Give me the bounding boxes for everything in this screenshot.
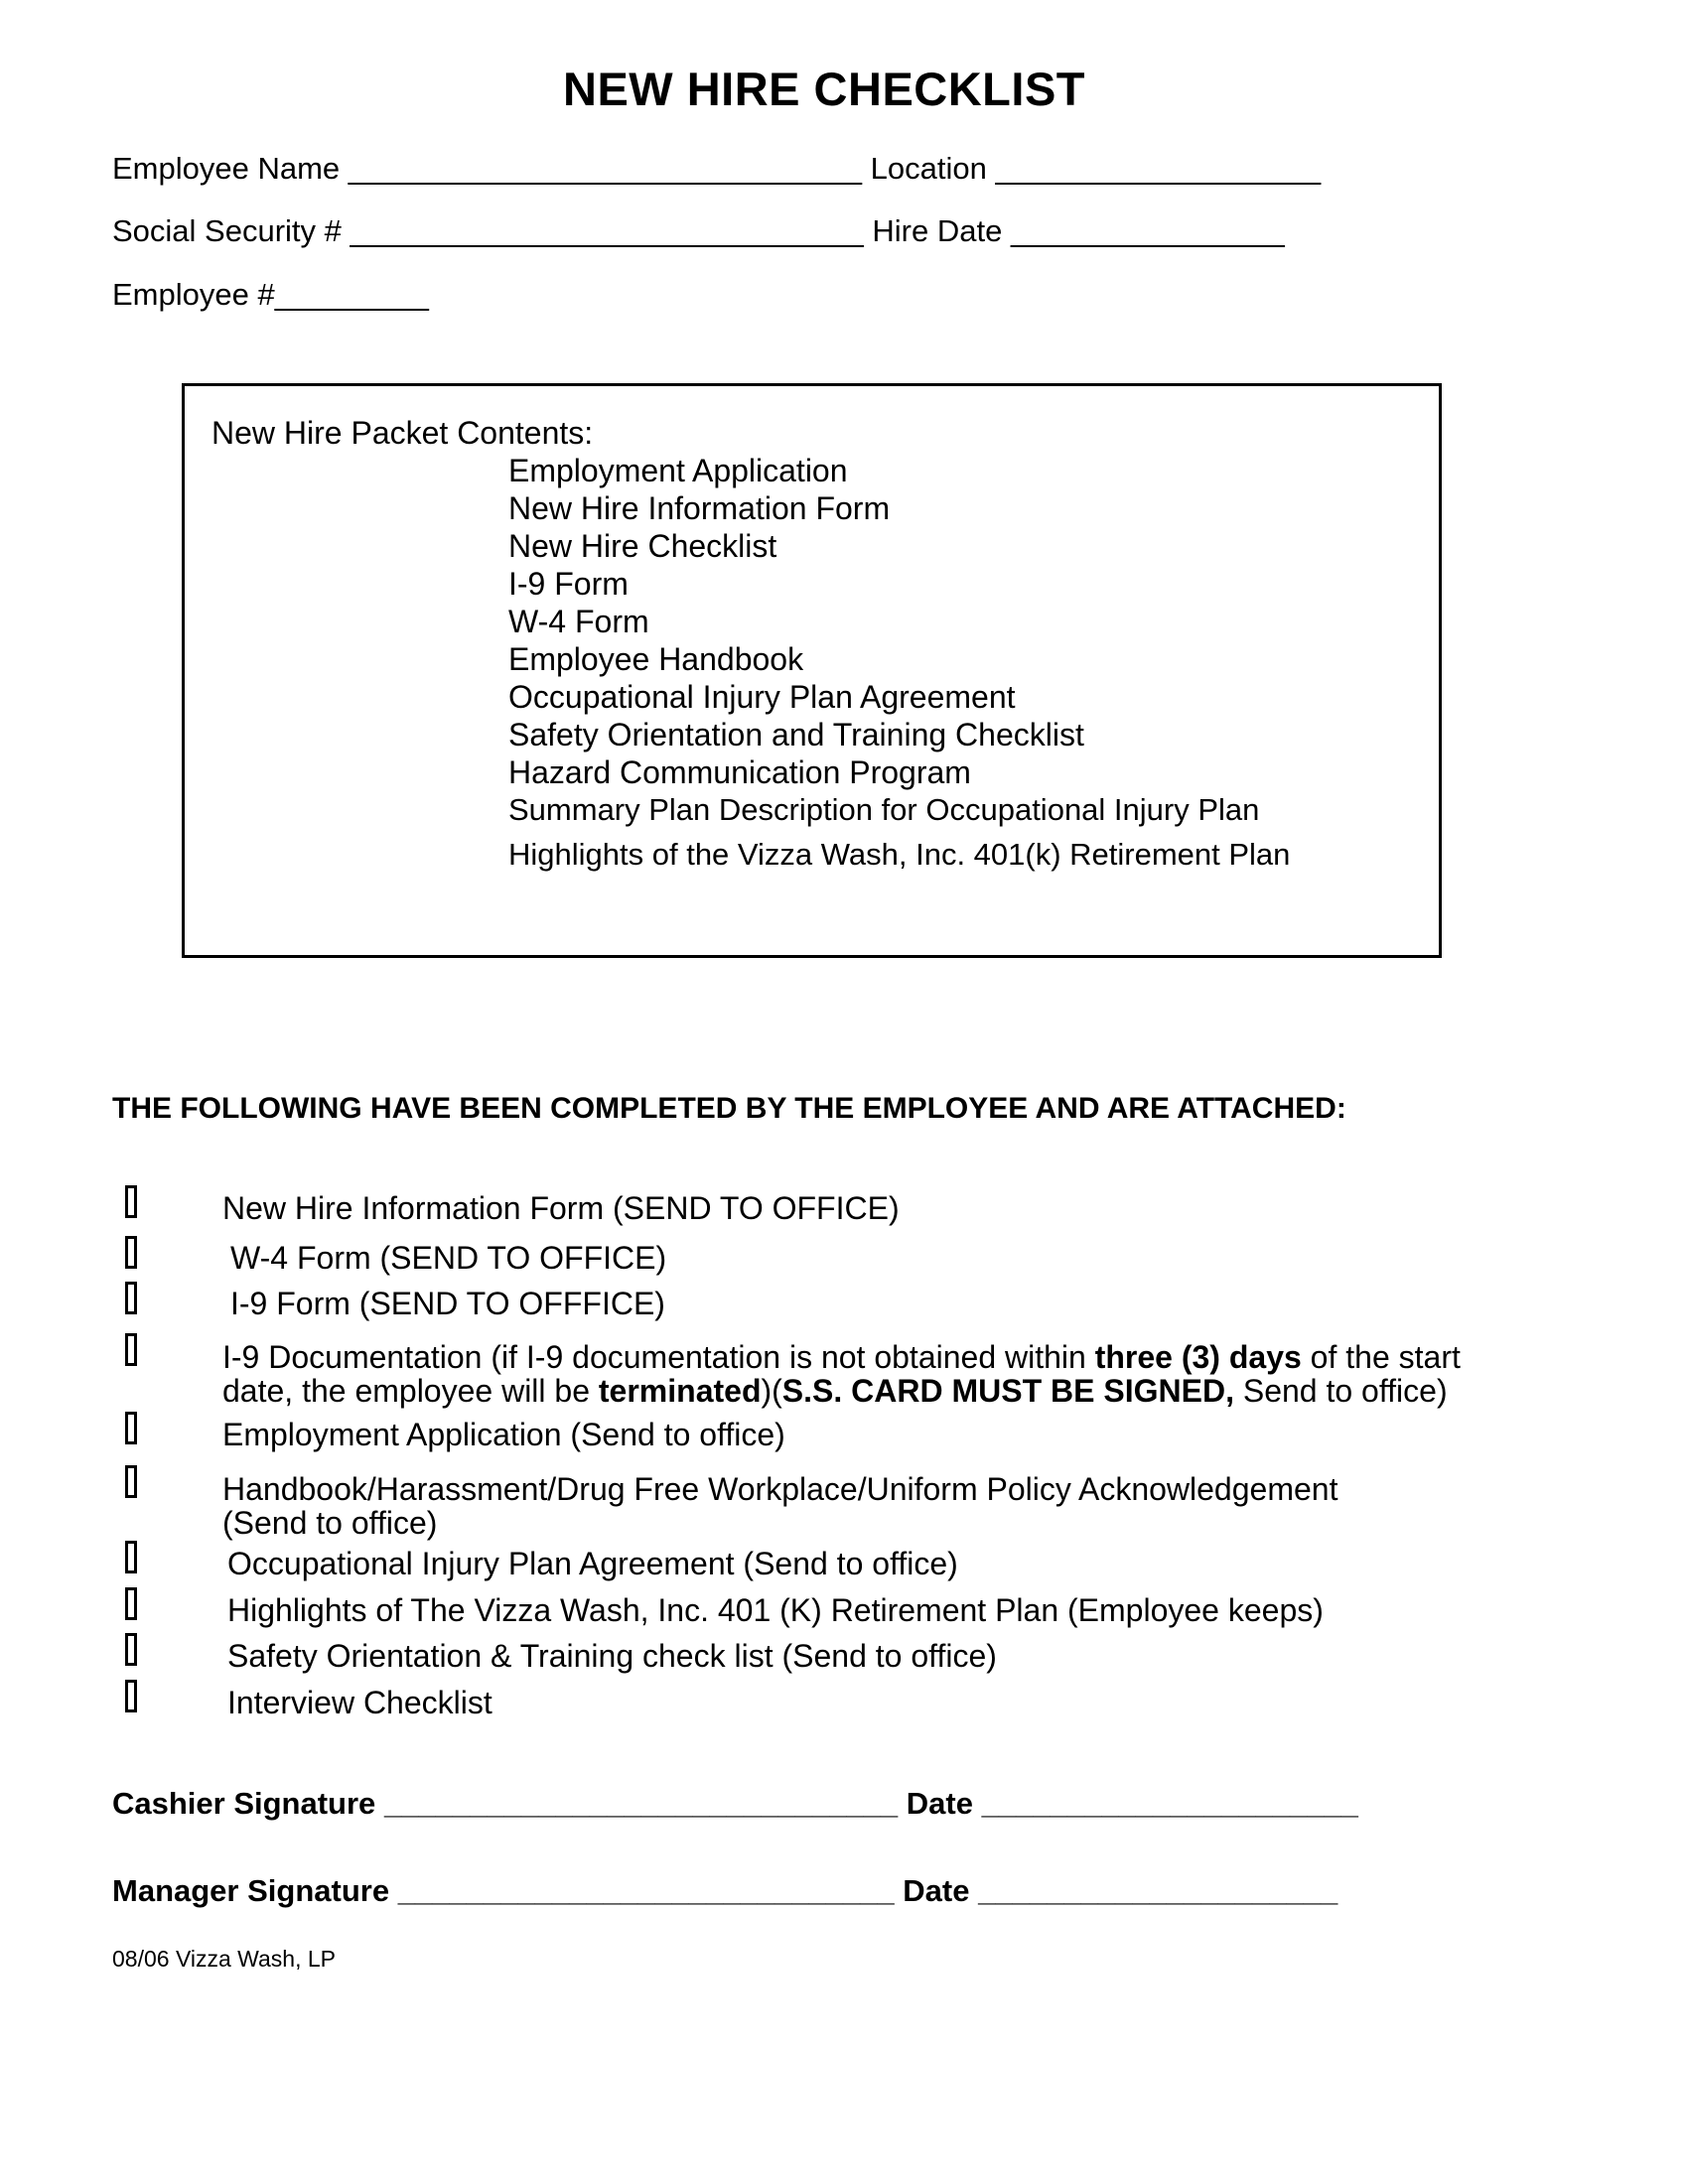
hire-date-field[interactable]: ________________ xyxy=(1010,213,1285,248)
cashier-date-field[interactable]: ______________________ xyxy=(981,1786,1358,1821)
checkbox[interactable] xyxy=(125,1282,137,1314)
checkbox[interactable] xyxy=(125,1680,137,1712)
employee-name-field[interactable]: ______________________________ xyxy=(348,151,863,186)
packet-item: Hazard Communication Program xyxy=(508,754,971,790)
ssn-label: Social Security # xyxy=(112,213,342,248)
employee-number-row xyxy=(112,277,429,313)
manager-date-label: Date xyxy=(903,1873,970,1908)
checklist-item-i9-documentation xyxy=(222,1340,1461,1408)
checkbox[interactable] xyxy=(125,1465,137,1498)
cashier-signature-row xyxy=(112,1786,1358,1822)
handbook-line1: Handbook/Harassment/Drug Free Workplace/Uniform Policy Acknowledgement xyxy=(222,1471,1338,1507)
location-label: Location xyxy=(870,151,987,186)
manager-signature-row xyxy=(112,1873,1337,1909)
footer-note: 08/06 Vizza Wash, LP xyxy=(112,1946,337,1972)
packet-item: New Hire Checklist xyxy=(508,528,777,564)
checkbox[interactable] xyxy=(125,1587,137,1620)
completed-section-heading: THE FOLLOWING HAVE BEEN COMPLETED BY THE EMPLOYEE AND ARE ATTACHED: xyxy=(112,1092,1346,1125)
checklist-item: W-4 Form (SEND TO OFFICE) xyxy=(230,1240,667,1276)
manager-signature-field[interactable]: _____________________________ xyxy=(397,1873,895,1908)
checkbox[interactable] xyxy=(125,1541,137,1573)
cashier-signature-field[interactable]: ______________________________ xyxy=(383,1786,899,1821)
employee-name-label: Employee Name xyxy=(112,151,341,186)
manager-date-field[interactable]: _____________________ xyxy=(978,1873,1338,1908)
checklist-item: Interview Checklist xyxy=(227,1685,492,1720)
employee-name-row xyxy=(112,151,1321,187)
packet-item: Highlights of the Vizza Wash, Inc. 401(k) Retirement Plan xyxy=(508,837,1291,872)
packet-item: Employment Application xyxy=(508,453,848,488)
i9-doc-text: date, the employee will be xyxy=(222,1373,599,1409)
checkbox[interactable] xyxy=(125,1185,137,1218)
packet-item: I-9 Form xyxy=(508,566,629,602)
i9-doc-line2 xyxy=(222,1374,1461,1408)
packet-item: Summary Plan Description for Occupational Injury Plan xyxy=(508,792,1260,827)
hire-date-label: Hire Date xyxy=(872,213,1003,248)
employee-number-label: Employee # xyxy=(112,277,275,312)
checklist-item: Highlights of The Vizza Wash, Inc. 401 (K) Retirement Plan (Employee keeps) xyxy=(227,1592,1324,1628)
i9-doc-line1 xyxy=(222,1340,1461,1374)
i9-doc-text: Send to office) xyxy=(1233,1373,1448,1409)
ssn-field[interactable]: ______________________________ xyxy=(350,213,864,248)
page-title: NEW HIRE CHECKLIST xyxy=(563,63,1085,115)
checkbox[interactable] xyxy=(125,1633,137,1666)
packet-item: Employee Handbook xyxy=(508,641,804,677)
checklist-item: I-9 Form (SEND TO OFFFICE) xyxy=(230,1286,665,1321)
cashier-signature-label: Cashier Signature xyxy=(112,1786,376,1821)
i9-doc-terminated: terminated xyxy=(598,1373,762,1409)
i9-doc-deadline: three (3) days xyxy=(1094,1339,1302,1375)
checklist-item: Occupational Injury Plan Agreement (Send to office) xyxy=(227,1546,958,1581)
checkbox[interactable] xyxy=(125,1412,137,1444)
manager-signature-label: Manager Signature xyxy=(112,1873,390,1908)
checklist-item: New Hire Information Form (SEND TO OFFICE) xyxy=(222,1190,900,1226)
checkbox[interactable] xyxy=(125,1236,137,1269)
packet-item: Occupational Injury Plan Agreement xyxy=(508,679,1016,715)
i9-doc-text: I-9 Documentation (if I-9 documentation is not obtained within xyxy=(222,1339,1095,1375)
ssn-row xyxy=(112,213,1285,249)
location-field[interactable]: ___________________ xyxy=(995,151,1322,186)
i9-doc-text: of the start xyxy=(1301,1339,1461,1375)
packet-item: W-4 Form xyxy=(508,604,649,639)
packet-heading: New Hire Packet Contents: xyxy=(211,415,594,451)
cashier-date-label: Date xyxy=(906,1786,973,1821)
checklist-item: Safety Orientation & Training check list (Send to office) xyxy=(227,1638,997,1674)
packet-item: New Hire Information Form xyxy=(508,490,891,526)
i9-doc-text: )( xyxy=(761,1373,782,1409)
i9-doc-ss-card: S.S. CARD MUST BE SIGNED, xyxy=(781,1373,1234,1409)
checklist-item: Employment Application (Send to office) xyxy=(222,1417,785,1452)
employee-number-field[interactable]: _________ xyxy=(274,277,429,312)
handbook-line2: (Send to office) xyxy=(222,1505,438,1541)
checklist-item-handbook xyxy=(222,1472,1337,1540)
checkbox[interactable] xyxy=(125,1333,137,1366)
packet-item: Safety Orientation and Training Checklist xyxy=(508,717,1084,752)
